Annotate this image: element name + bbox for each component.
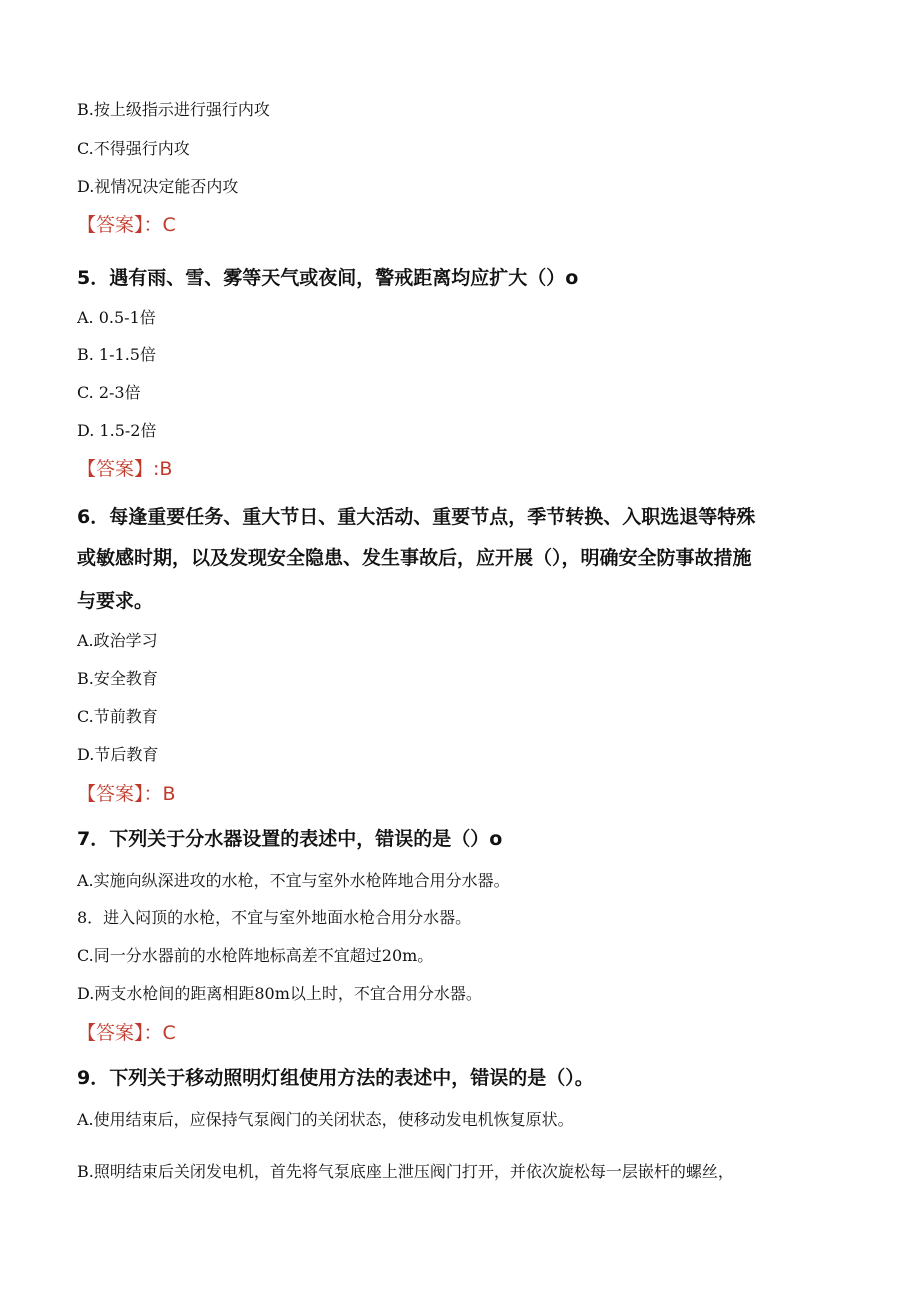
- option-line: A. 0.5-1倍: [77, 308, 156, 327]
- option-line: C.不得强行内攻: [77, 139, 190, 158]
- answer-line: 【答案】：C: [77, 1022, 176, 1044]
- question-line: 或敏感时期，以及发现安全隐患、发生事故后，应开展（），明确安全防事故措施: [77, 547, 752, 569]
- option-line: D.视情况决定能否内攻: [77, 177, 239, 196]
- answer-line: 【答案】：B: [77, 783, 176, 805]
- question-line: 5．遇有雨、雪、雾等天气或夜间，警戒距离均应扩大（）o: [77, 267, 579, 289]
- option-line: A.政治学习: [77, 631, 158, 650]
- answer-line: 【答案】：C: [77, 214, 176, 236]
- option-line: B.照明结束后关闭发电机，首先将气泵底座上泄压阀门打开，并依次旋松每一层嵌杆的螺丝，: [77, 1162, 734, 1181]
- option-line: D.节后教育: [77, 745, 159, 764]
- option-line: A.使用结束后，应保持气泵阀门的关闭状态，使移动发电机恢复原状。: [77, 1110, 574, 1129]
- option-line: 8．进入闷顶的水枪，不宜与室外地面水枪合用分水器。: [77, 908, 472, 927]
- option-line: D. 1.5-2倍: [77, 421, 157, 440]
- question-line: 6．每逢重要任务、重大节日、重大活动、重要节点，季节转换、入职选退等特殊: [77, 506, 756, 528]
- option-line: C.节前教育: [77, 707, 158, 726]
- answer-line: 【答案】:B: [77, 458, 173, 480]
- question-line: 7．下列关于分水器设置的表述中，错误的是（）o: [77, 828, 503, 850]
- option-line: B.安全教育: [77, 669, 158, 688]
- option-line: B. 1-1.5倍: [77, 345, 156, 364]
- option-line: D.两支水枪间的距离相距80m以上时，不宜合用分水器。: [77, 984, 482, 1003]
- question-line: 与要求。: [77, 590, 154, 612]
- option-line: C. 2-3倍: [77, 383, 141, 402]
- option-line: B.按上级指示进行强行内攻: [77, 100, 270, 119]
- question-line: 9．下列关于移动照明灯组使用方法的表述中，错误的是（）。: [77, 1067, 594, 1089]
- option-line: C.同一分水器前的水枪阵地标高差不宜超过20m。: [77, 946, 434, 965]
- option-line: A.实施向纵深进攻的水枪，不宜与室外水枪阵地合用分水器。: [77, 871, 510, 890]
